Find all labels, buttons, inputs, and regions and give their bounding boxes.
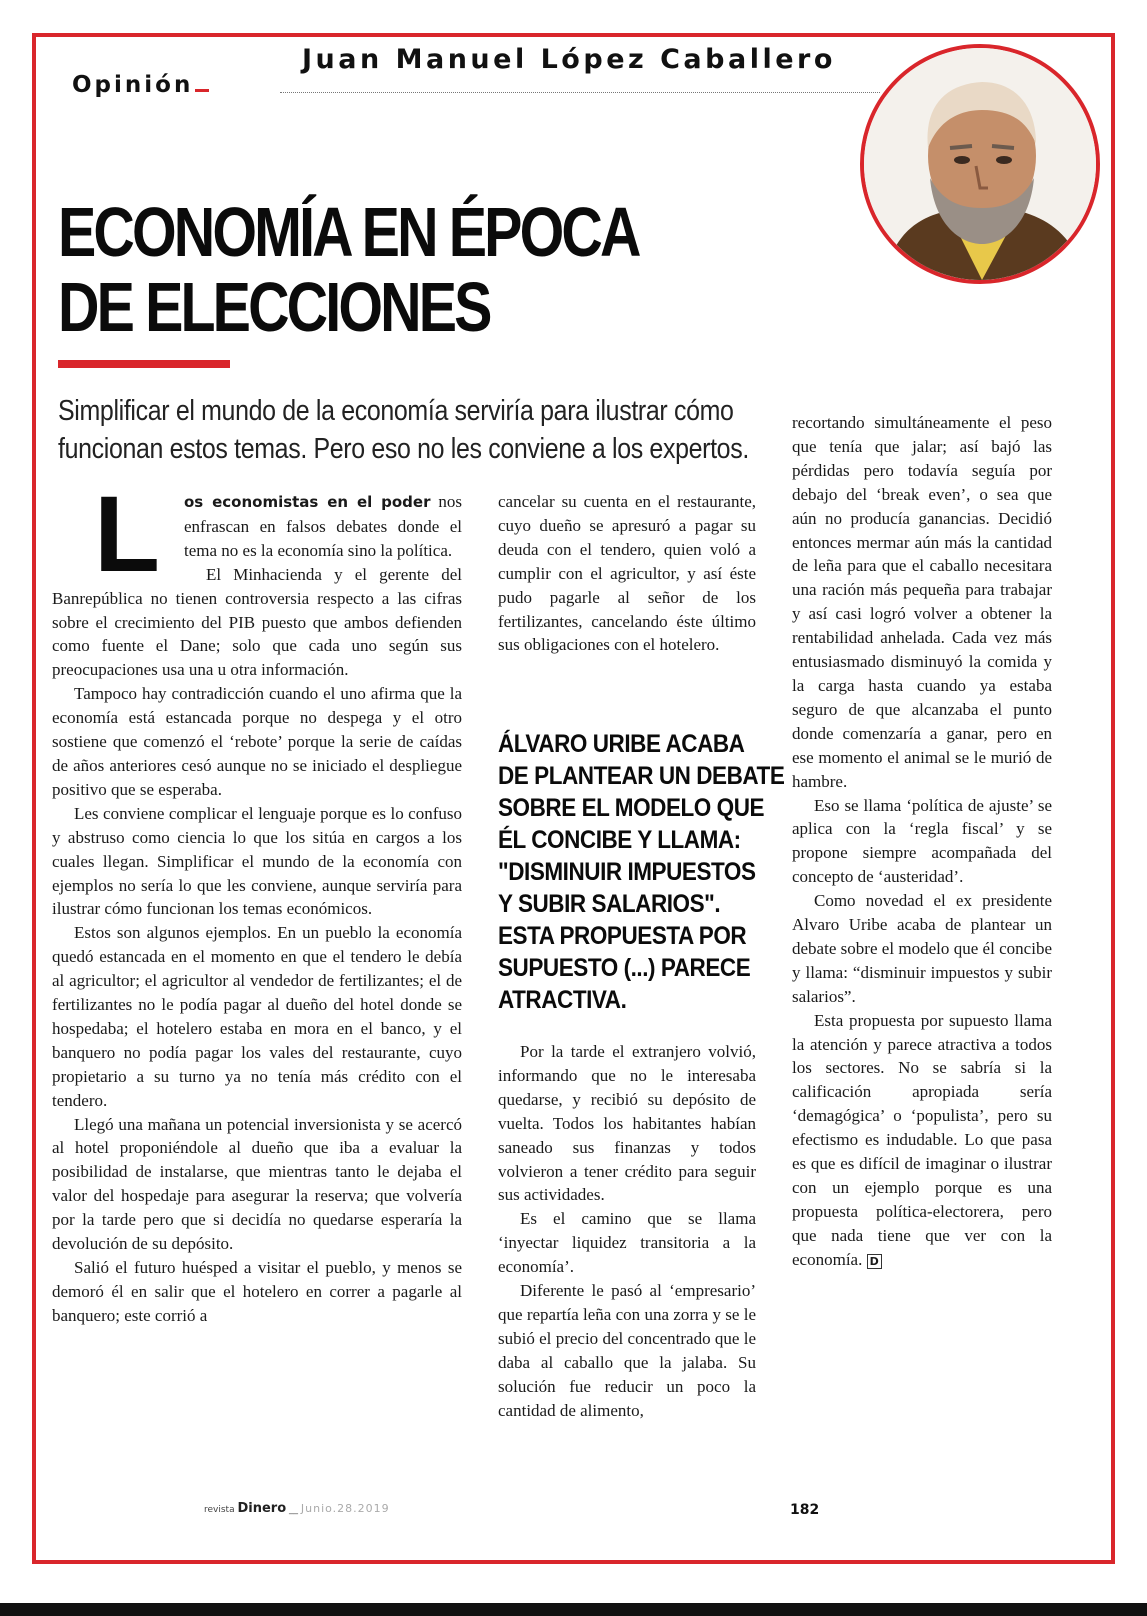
- author-name: Juan Manuel López Caballero: [302, 44, 836, 75]
- scan-edge: [0, 1603, 1147, 1616]
- paragraph: Por la tarde el extranjero volvió, informando que no le interesaba quedarse, y recibió su depósito de vuelta. Todos los habitantes habían saneado sus finanzas y todos volvieron a tener crédito para seguir sus actividades.: [498, 1042, 756, 1205]
- article-column-2: [498, 490, 756, 657]
- headline: [58, 195, 639, 345]
- paragraph: Diferente le pasó al ‘empresario’ que repartía leña con una zorra y se le subió el precio del concentrado que le daba al caballo que la jalaba. Su solución fue reducir un poco la cantidad de alimento,: [498, 1281, 756, 1420]
- dek-subtitle: Simplificar el mundo de la economía serviría para ilustrar cómo funcionan estos temas. Pero eso no les conviene a los expertos.: [58, 395, 749, 465]
- lead-in: os economistas en el poder: [183, 493, 431, 511]
- paragraph: Es el camino que se llama ‘inyectar liquidez transitoria a la economía’.: [498, 1209, 756, 1277]
- paragraph: Como novedad el ex presidente Alvaro Uribe acaba de plantear un debate sobre el modelo que él concibe y llama: “disminuir impuestos y subir salarios”.: [792, 891, 1052, 1006]
- article-column-3: [792, 411, 1052, 1274]
- paragraph: cancelar su cuenta en el restaurante, cuyo dueño se apresuró a pagar su deuda con el tendero, quien voló a cumplir con el agricultor, y así éste pudo pagarle al señor de los fertilizantes, cancelando éste último sus obligaciones con el hotelero.: [498, 492, 756, 655]
- paragraph: Tampoco hay contradicción cuando el uno afirma que la economía está estancada porque no despega y el otro sostiene que comenzó el ‘rebote’ porque la serie de caídas de años anteriores cesó aunque no se iniciado el despliegue positivo que se esperaba.: [52, 684, 462, 799]
- headline-line: DE ELECCIONES: [58, 268, 490, 346]
- issue-date: Junio.28.2019: [300, 1502, 390, 1515]
- paragraph: recortando simultáneamente el peso que tenía que jalar; así bajó las pérdidas pero todavía seguía por debajo del ‘break even’, o sea que aún no producía ganancias. Decidió entonces mermar aún más la cantidad de leña para que el caballo necesitara una ración más pequeña para trabajar y así casi logró volver a obtener la rentabilidad anhelada. Cada vez más entusiasmado disminuyó la comida y la carga hasta cuando ya estaba seguro de que alcanzaba el punto donde comenzaría a ganar, pero en ese momento el animal se le murió de hambre.: [792, 413, 1052, 791]
- lead-paragraph: L os economistas en el poder nos enfrascan en falsos debates donde el tema no es la economía sino la política.: [94, 473, 462, 594]
- headline-accent-bar: [58, 360, 230, 368]
- paragraph: Les conviene complicar el lenguaje porque es lo confuso y abstruso como ciencia lo que los sitúa en cargos a los cuales llegan. Simplificar el mundo de la economía con ejemplos no sería lo que les conviene, aunque serviría para ilustrar cómo funcionan los temas económicos.: [52, 803, 462, 919]
- paragraph: El Minhacienda y el gerente del Banrepública no tienen controversia respecto a las cifras sobre el crecimiento del PIB puesto que ambos defienden como fuente el Dane; solo que cada uno según sus preocupaciones usa una u otra información.: [52, 564, 462, 680]
- pull-quote: ÁLVARO URIBE ACABA DE PLANTEAR UN DEBATE SOBRE EL MODELO QUE ÉL CONCIBE Y LLAMA: "DISMINUIR IMPUESTOS Y SUBIR SALARIOS". ESTA PROPUESTA POR SUPUESTO (...) PARECE ATRACTIVA.: [498, 730, 785, 1014]
- page-number: 182: [790, 1502, 820, 1518]
- article-column-1: [52, 473, 462, 1328]
- paragraph: Estos son algunos ejemplos. En un pueblo la economía quedó estancada en el momento en que el tendero le debía al agricultor; el agricultor al vendedor de fertilizantes; el de fertilizantes no le podía pagar al dueño del hotel donde se hospedaba; el hotelero estaba en mora en el banco, y el banquero no podía pagar los vales del restaurante, cuyo propietario a su turno ya no tenía más crédito con el tendero.: [52, 923, 462, 1110]
- paragraph: Llegó una mañana un potencial inversionista y se acercó al hotel proponiéndole al dueño que iba a evaluar la posibilidad de instalarse, que mientras tanto le dejaba el valor del hospedaje para asegurar la reserva; que volvería por la tarde pero que si decidía no quedarse esperaría la devolución de su depósito.: [52, 1114, 462, 1254]
- paragraph: Salió el futuro huésped a visitar el pueblo, y menos se demoró él en salir que el hotelero en correr a pagarle al banquero; este corrió a: [52, 1258, 462, 1325]
- paragraph: Esta propuesta por supuesto llama la atención y parece atractiva a todos los sectores. No se sabría si la calificación apropiada sería ‘demagógica’ o ‘populista’, pero su efectismo es indudable. Lo que pasa es que es difícil de imaginar o ilustrar con un ejemplo porque es una propuesta política-electorera, pero que nada tiene que ver con la economía. D: [792, 1010, 1052, 1269]
- paragraph: Eso se llama ‘política de ajuste’ se aplica con la ‘regla fiscal’ y se propone siempre acompañada del concepto de ‘austeridad’.: [792, 795, 1052, 887]
- author-divider: [280, 92, 880, 93]
- end-mark-icon: D: [867, 1254, 882, 1269]
- author-portrait-icon: [860, 44, 1100, 284]
- article-column-2-continued: [498, 1040, 756, 1423]
- section-label: Opinión: [72, 71, 209, 98]
- drop-cap: L: [94, 473, 160, 594]
- magazine-name: Dinero: [237, 1501, 287, 1516]
- headline-line: ECONOMÍA EN ÉPOCA: [58, 193, 639, 271]
- footer-publication: revista Dinero __ Junio.28.2019: [204, 1501, 390, 1516]
